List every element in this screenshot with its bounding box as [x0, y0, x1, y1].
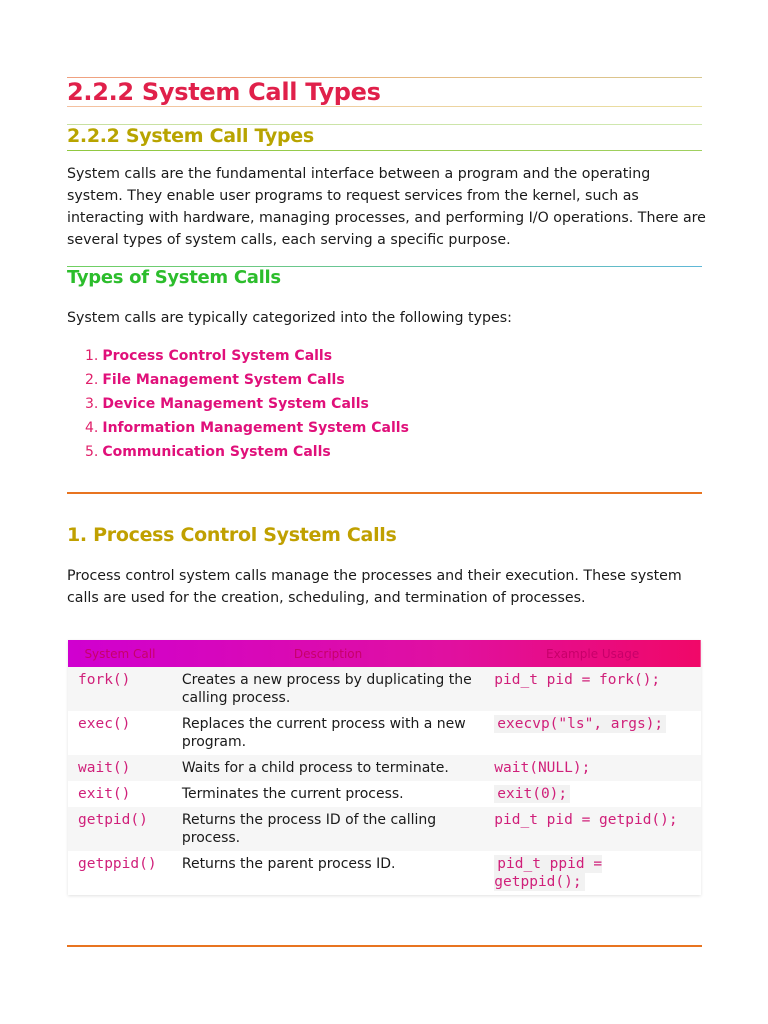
syscall-example: pid_t pid = getpid();: [494, 812, 678, 828]
table-header-cell: Example Usage: [546, 646, 640, 661]
syscall-name: getpid(): [78, 812, 148, 828]
list-item[interactable]: [85, 440, 409, 464]
list-item-label: Device Management System Calls: [102, 396, 369, 412]
syscall-example: wait(NULL);: [494, 760, 591, 776]
table-row: [68, 851, 701, 895]
syscall-description: Returns the process ID of the calling process.: [181, 812, 437, 846]
syscall-name: wait(): [78, 760, 131, 776]
syscall-name: fork(): [78, 672, 131, 688]
syscall-example: pid_t pid = fork();: [494, 672, 661, 688]
types-list: [85, 344, 409, 464]
list-item-number: 1.: [85, 348, 99, 364]
list-item-label: Process Control System Calls: [102, 348, 333, 364]
table-row: [68, 667, 701, 711]
syscall-example: execvp("ls", args);: [494, 715, 666, 733]
list-item[interactable]: [85, 392, 409, 416]
table-row: [68, 755, 701, 781]
syscall-description: Terminates the current process.: [181, 786, 404, 802]
list-item-label: Communication System Calls: [102, 444, 331, 460]
syscall-name: getppid(): [78, 856, 157, 872]
list-item-number: 3.: [85, 396, 99, 412]
syscall-name: exit(): [78, 786, 131, 802]
page-subtitle: 2.2.2 System Call Types: [67, 125, 314, 147]
list-item-label: File Management System Calls: [102, 372, 345, 388]
syscall-description: Returns the parent process ID.: [181, 856, 396, 872]
table-header-cell: System Call: [84, 646, 156, 661]
syscall-description: Waits for a child process to terminate.: [181, 760, 449, 776]
section-heading: 1. Process Control System Calls: [67, 524, 397, 546]
list-item[interactable]: [85, 368, 409, 392]
list-item-number: 5.: [85, 444, 99, 460]
table-header-row: [68, 640, 701, 667]
title-divider: [67, 106, 702, 107]
table-header-cell: Description: [293, 646, 363, 661]
syscall-name: exec(): [78, 716, 131, 732]
system-calls-table: [68, 640, 701, 895]
list-item-label: Information Management System Calls: [102, 420, 409, 436]
intro-paragraph: System calls are the fundamental interface between a program and the operating system. They enable user programs to request services from the kernel, such as interacting with hardware, managing processes, and performing I/O operations. There are several types of system calls, each serving a specific purpose.: [67, 166, 706, 248]
list-item-number: 2.: [85, 372, 99, 388]
list-item[interactable]: [85, 344, 409, 368]
page-title: 2.2.2 System Call Types: [67, 78, 381, 106]
subtitle-bottom-divider: [67, 150, 702, 151]
table-row: [68, 711, 701, 755]
section-divider: [67, 945, 702, 947]
types-heading: Types of System Calls: [67, 267, 281, 288]
syscall-description: Replaces the current process with a new program.: [181, 716, 466, 750]
types-intro-paragraph: System calls are typically categorized into the following types:: [67, 310, 512, 326]
syscall-example: exit(0);: [494, 785, 570, 803]
list-item[interactable]: [85, 416, 409, 440]
syscall-description: Creates a new process by duplicating the calling process.: [181, 672, 472, 706]
section-description: Process control system calls manage the processes and their execution. These system calls are used for the creation, scheduling, and termination of processes.: [67, 568, 682, 606]
table-row: [68, 807, 701, 851]
list-item-number: 4.: [85, 420, 99, 436]
syscall-example: pid_t ppid = getppid();: [494, 856, 603, 890]
section-divider: [67, 492, 702, 494]
table-row: [68, 781, 701, 807]
